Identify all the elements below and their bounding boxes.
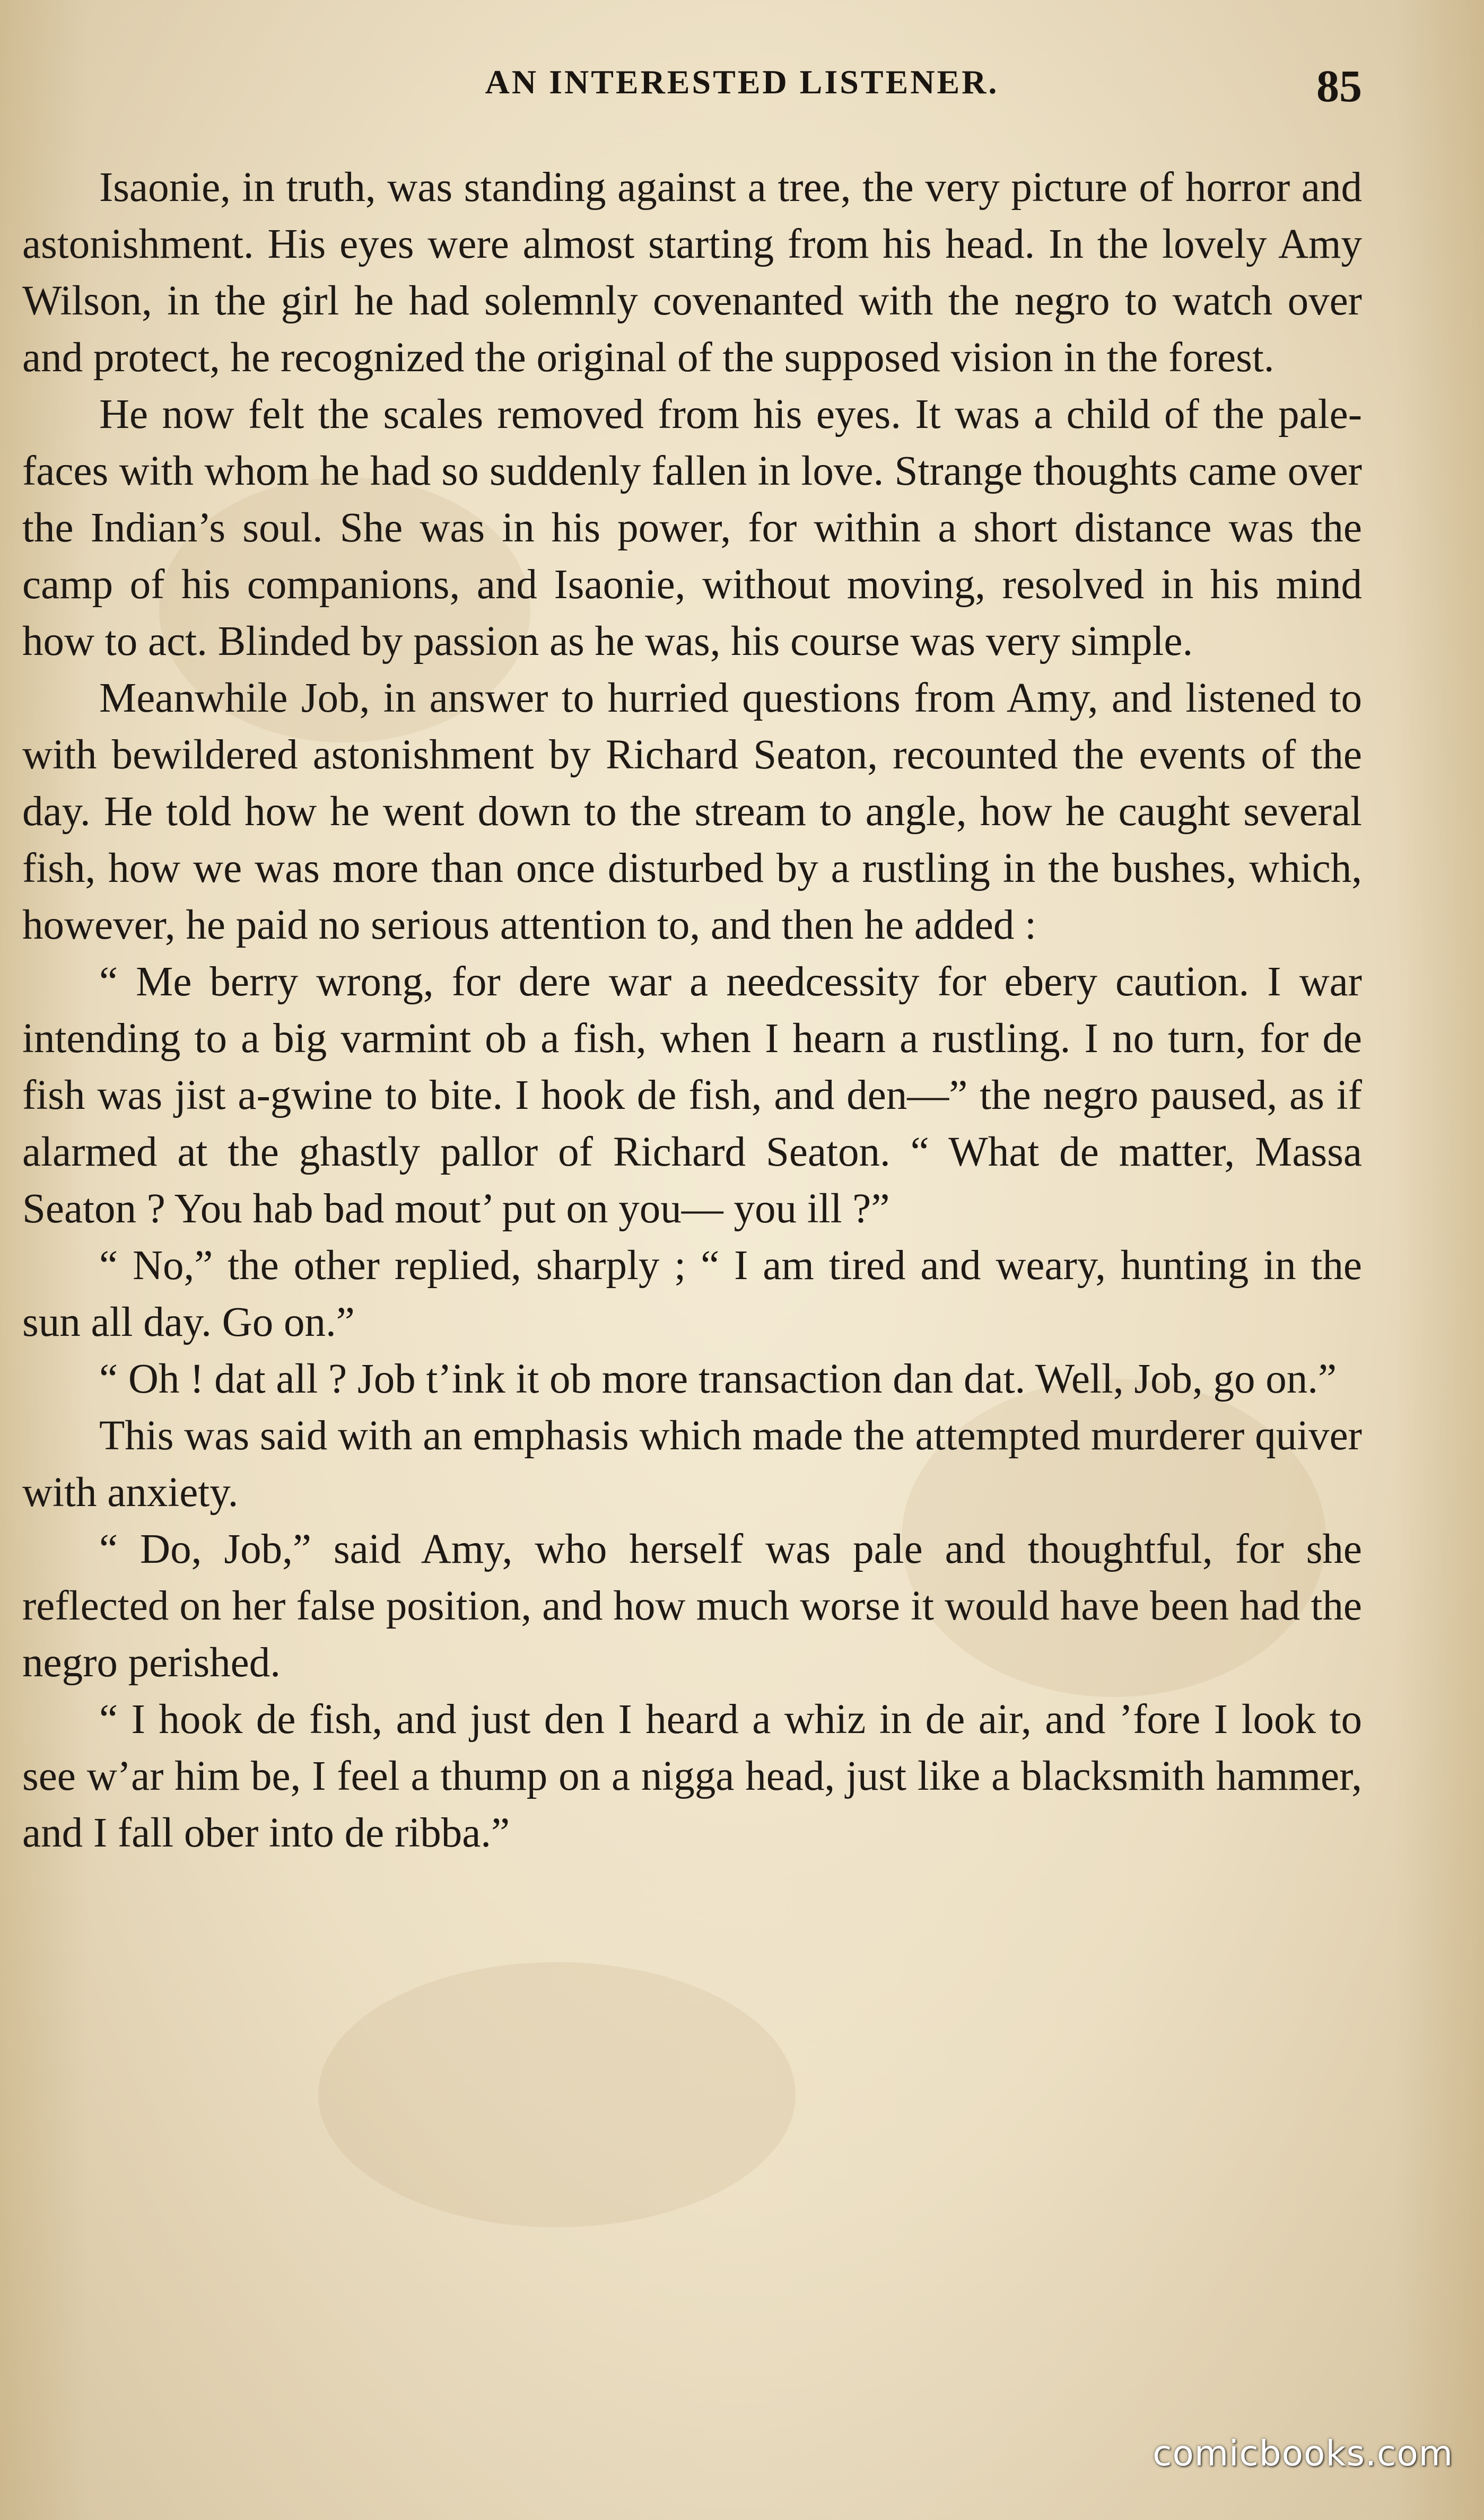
paragraph: Meanwhile Job, in answer to hurried questions from Amy, and listened to with bewildered astonishment by Richard Seaton, recounted the events of the day. He told how he went down to the stream to angle, how he caught several fish, how we was more than once disturbed by a rustling in the bushes, which, however, he paid no serious attention to, and then he added : — [22, 675, 1362, 948]
paragraph: “ Oh ! dat all ? Job t’ink it ob more transaction dan dat. Well, Job, go on.” — [99, 1356, 1337, 1402]
page-number: 85 — [1316, 60, 1362, 111]
paragraph: “ Me berry wrong, for dere war a needcessity for ebery caution. I war intending to a big varmint ob a fish, when I hearn a rustling. I no turn, for de fish was jist a-gwine to bite. I hook de fish, and den—” the negro paused, as if alarmed at the ghastly pallor of Richard Seaton. “ What de matter, Massa Seaton ? You hab bad mout’ put on you— you ill ?” — [22, 959, 1362, 1232]
paper-stain — [318, 1962, 796, 2227]
body-text — [22, 159, 1362, 1861]
paragraph: He now felt the scales removed from his eyes. It was a child of the pale-faces with whom he had so suddenly fallen in love. Strange thoughts came over the Indian’s soul. She was in his power, for within a short distance was the camp of his companions, and Isaonie, without moving, resolved in his mind how to act. Blinded by passion as he was, his course was very simple. — [22, 391, 1362, 664]
paragraph: Isaonie, in truth, was standing against a tree, the very picture of horror and astonishment. His eyes were almost starting from his head. In the lovely Amy Wilson, in the girl he had solemnly covenanted with the negro to watch over and protect, he recognized the original of the supposed vision in the forest. — [22, 164, 1362, 381]
paragraph: “ I hook de fish, and just den I heard a whiz in de air, and ’fore I look to see w’ar him be, I feel a thump on a nigga head, just like a blacksmith hammer, and I fall ober into de ribba.” — [22, 1696, 1362, 1856]
watermark: comicbooks.com — [1153, 2433, 1453, 2474]
page-header — [0, 60, 1484, 111]
paragraph: “ No,” the other replied, sharply ; “ I am tired and weary, hunting in the sun all day. Go on.” — [22, 1242, 1362, 1345]
paragraph: This was said with an emphasis which made the attempted murderer quiver with anxiety. — [22, 1413, 1362, 1516]
running-title: AN INTERESTED LISTENER. — [485, 63, 999, 101]
paragraph: “ Do, Job,” said Amy, who herself was pale and thoughtful, for she reflected on her false position, and how much worse it would have been had the negro perished. — [22, 1526, 1362, 1686]
